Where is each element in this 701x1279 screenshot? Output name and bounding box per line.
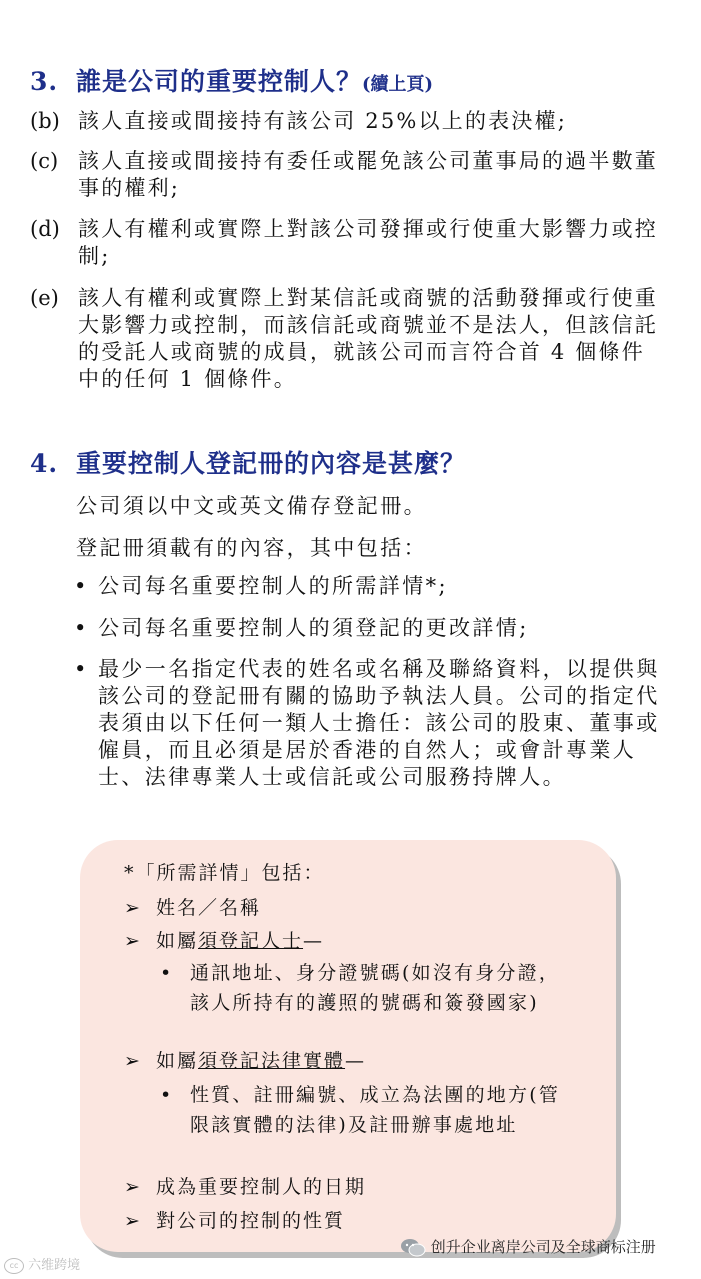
box-item-text: 對公司的控制的性質 <box>156 1210 346 1232</box>
box-item-underlined: 須登記法律實體 <box>198 1050 346 1072</box>
list-item-b <box>30 108 670 136</box>
arrow-bullet-icon: ➢ <box>124 1176 142 1198</box>
item-label: (b) <box>30 109 60 133</box>
section-3-number: 3. <box>30 67 59 96</box>
continued-label: (續上頁) <box>362 74 434 95</box>
box-sub-item <box>160 958 580 1050</box>
section-4-heading <box>30 444 466 480</box>
cc-logo-icon: cc <box>4 1258 24 1274</box>
list-item-d <box>30 216 670 272</box>
box-sub-text: 通訊地址、身分證號碼(如沒有身分證，該人所持有的護照的號碼和簽發國家) <box>190 962 561 1014</box>
arrow-bullet-icon: ➢ <box>124 1050 142 1072</box>
bullet-dot: • <box>74 616 89 640</box>
watermark-right-text: 创升企业离岸公司及全球商标注册 <box>430 1238 656 1256</box>
box-item-name <box>124 893 261 923</box>
watermark-left-text: 六维跨境 <box>28 1258 81 1273</box>
item-text: 該人直接或間接持有委任或罷免該公司董事局的過半數董事的權利; <box>78 149 658 200</box>
item-text: 該人有權利或實際上對某信託或商號的活動發揮或行使重大影響力或控制，而該信託或商號並不是法人，但該信託的受託人或商號的成員，就該公司而言符合首 4 個條件中的任何 1 個條件。 <box>78 286 658 391</box>
item-text: 該人直接或間接持有該公司 25%以上的表決權; <box>78 109 568 133</box>
box-item-text: 成為重要控制人的日期 <box>156 1176 367 1198</box>
watermark-right <box>400 1236 656 1258</box>
arrow-bullet-icon: ➢ <box>124 1210 142 1232</box>
bullet-dot: • <box>74 574 89 598</box>
box-item-prefix: 如屬 <box>156 1050 199 1072</box>
section-4-number: 4. <box>30 449 59 478</box>
paragraph: 登記冊須載有的內容，其中包括： <box>76 536 427 560</box>
wechat-icon <box>400 1238 426 1258</box>
section-4-title: 重要控制人登記冊的內容是甚麼？ <box>76 449 467 478</box>
list-item-c <box>30 148 670 204</box>
box-item-nature <box>124 1206 345 1236</box>
bullet-item <box>74 656 674 821</box>
item-label: (e) <box>30 286 59 310</box>
bullet-text: 最少一名指定代表的姓名或名稱及聯絡資料，以提供與該公司的登記冊有關的協助予執法人員。公司的指定代表須由以下任何一類人士擔任：該公司的股東、董事或僱員，而且必須是居於香港的自然人；或會計專業人士、法律專業人士或信託或公司服務持牌人。 <box>98 657 660 789</box>
arrow-bullet-icon: ➢ <box>124 897 142 919</box>
item-label: (d) <box>30 217 60 241</box>
arrow-bullet-icon: ➢ <box>124 930 142 952</box>
box-title: *「所需詳情」包括： <box>124 862 325 884</box>
box-item-date <box>124 1172 366 1202</box>
box-item-underlined: 須登記人士 <box>198 930 304 952</box>
watermark-left <box>4 1254 80 1274</box>
bullet-text: 公司每名重要控制人的所需詳情*; <box>98 574 448 598</box>
bullet-dot: • <box>160 962 174 984</box>
list-item-e <box>30 285 670 395</box>
item-label: (c) <box>30 149 59 173</box>
bullet-text: 公司每名重要控制人的須登記的更改詳情; <box>98 616 529 640</box>
box-item-legal-entity <box>124 1046 366 1076</box>
box-item-prefix: 如屬 <box>156 930 199 952</box>
section-3-title: 誰是公司的重要控制人？ <box>76 67 363 96</box>
box-item-registrable-person <box>124 926 324 956</box>
box-sub-item <box>160 1080 580 1172</box>
box-item-suffix: — <box>303 930 325 952</box>
bullet-item <box>74 573 674 601</box>
paragraph: 公司須以中文或英文備存登記冊。 <box>76 494 427 518</box>
bullet-dot: • <box>160 1084 174 1106</box>
bullet-item <box>74 615 674 643</box>
section-3-heading <box>30 62 433 98</box>
item-text: 該人有權利或實際上對該公司發揮或行使重大影響力或控制; <box>78 217 658 268</box>
box-sub-text: 性質、註冊編號、成立為法團的地方(管限該實體的法律)及註冊辦事處地址 <box>190 1084 561 1136</box>
box-item-suffix: — <box>345 1050 367 1072</box>
box-item-text: 姓名／名稱 <box>156 897 262 919</box>
bullet-dot: • <box>74 657 89 681</box>
